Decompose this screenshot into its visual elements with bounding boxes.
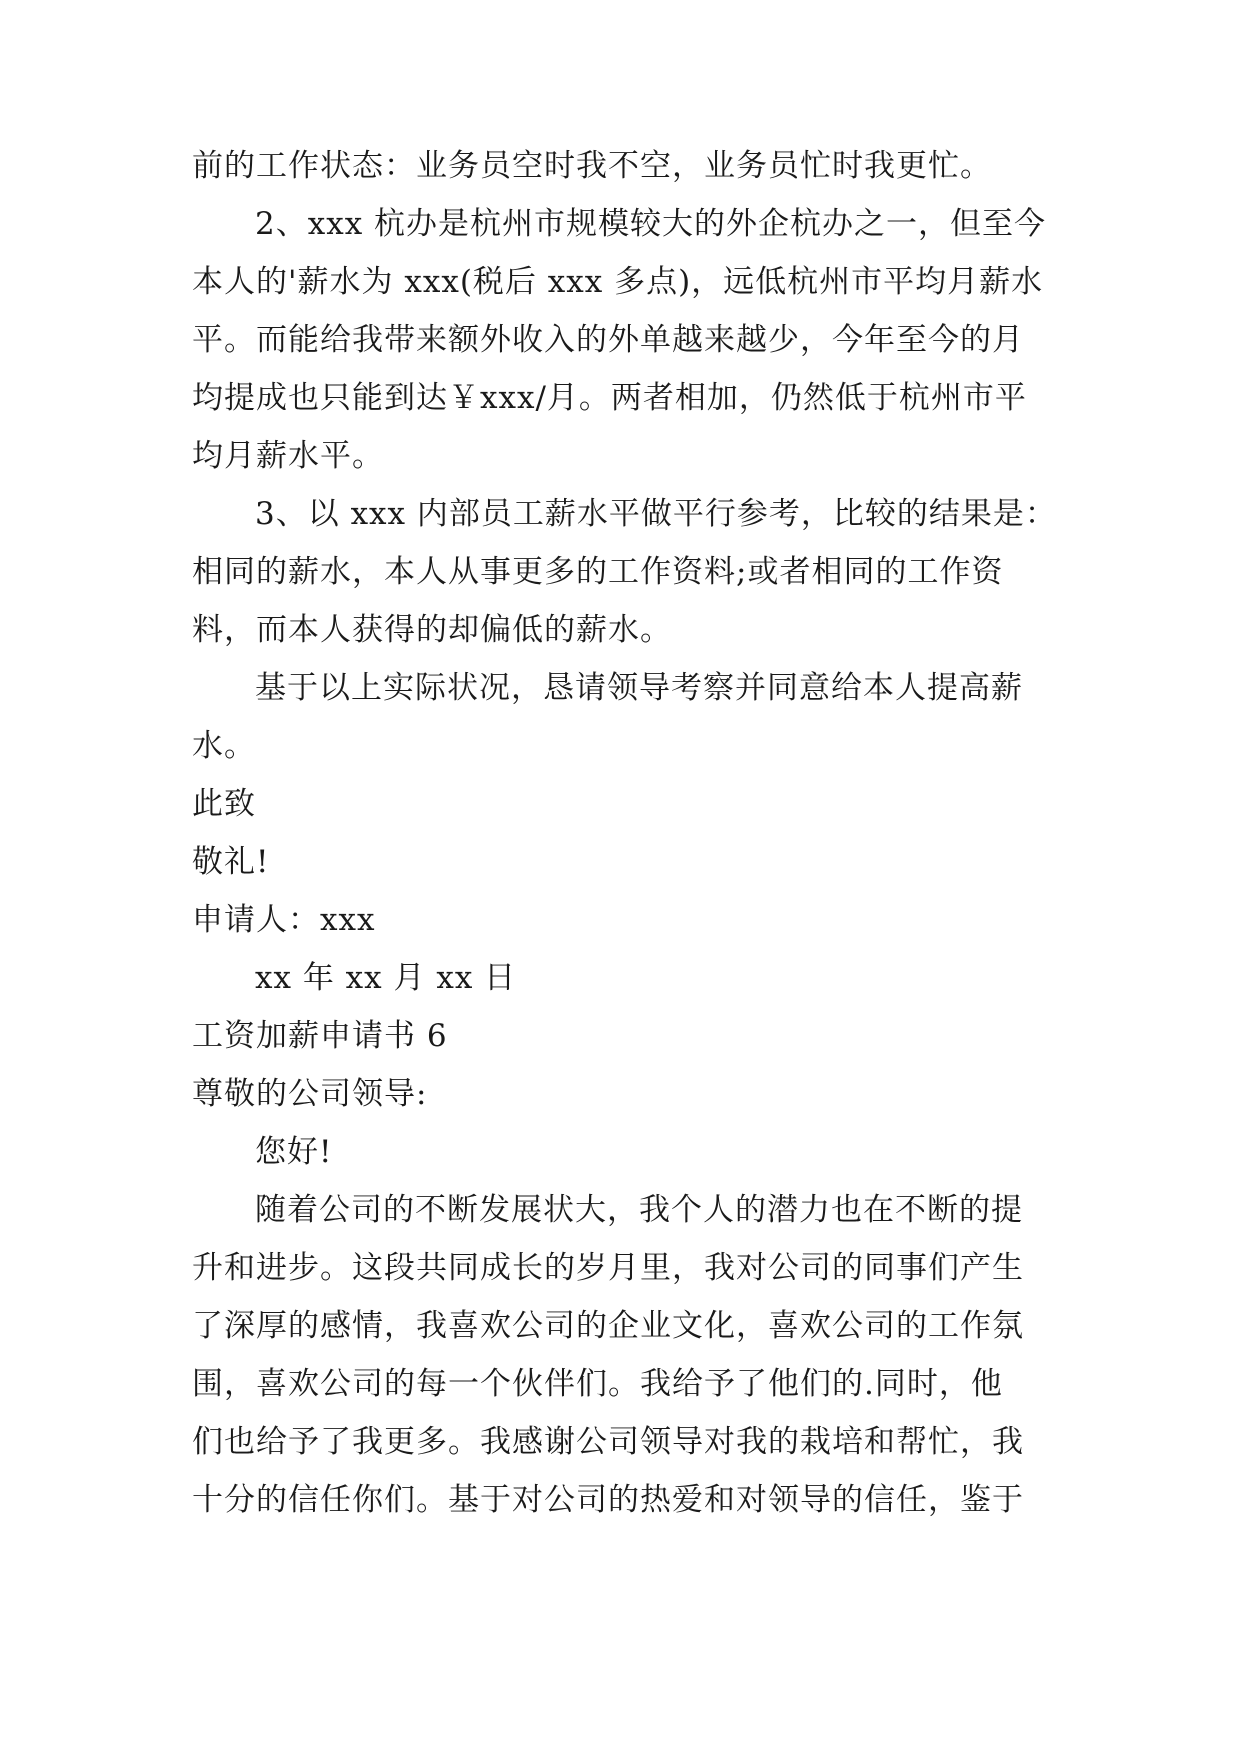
text-line: 升和进步。这段共同成长的岁月里，我对公司的同事们产生 [192,1250,1024,1286]
text-line: 了深厚的感情，我喜欢公司的企业文化，喜欢公司的工作氛 [192,1308,1024,1344]
applicant-line: 申请人：xxx [192,902,376,938]
closing-regards: 敬礼! [192,844,270,880]
text-line: 相同的薪水，本人从事更多的工作资料;或者相同的工作资 [192,554,1004,590]
greeting-recipient: 尊敬的公司领导: [192,1076,428,1112]
text-line: 围，喜欢公司的每一个伙伴们。我给予了他们的.同时，他 [192,1366,1003,1402]
text-line: 本人的'薪水为 xxx(税后 xxx 多点)，远低杭州市平均月薪水 [192,264,1044,300]
date-line: xx 年 xx 月 xx 日 [255,960,517,996]
text-line: 均月薪水平。 [192,438,384,474]
text-line: 均提成也只能到达￥xxx/月。两者相加，仍然低于杭州市平 [192,380,1027,416]
text-line: 前的工作状态：业务员空时我不空，业务员忙时我更忙。 [192,148,992,184]
text-line: 们也给予了我更多。我感谢公司领导对我的栽培和帮忙，我 [192,1424,1024,1460]
body-paragraph-line: 随着公司的不断发展状大，我个人的潜力也在不断的提 [255,1192,1023,1228]
greeting-hello: 您好! [255,1134,333,1170]
text-line: 水。 [192,728,256,764]
text-line: 平。而能给我带来额外收入的外单越来越少，今年至今的月 [192,322,1024,358]
paragraph-item-3-line: 3、以 xxx 内部员工薪水平做平行参考，比较的结果是： [255,496,1057,532]
text-line: 料，而本人获得的却偏低的薪水。 [192,612,672,648]
text-line: 十分的信任你们。基于对公司的热爱和对领导的信任，鉴于 [192,1482,1024,1518]
closing-salutation: 此致 [192,786,256,822]
section-title: 工资加薪申请书 6 [192,1018,448,1054]
request-paragraph-line: 基于以上实际状况，恳请领导考察并同意给本人提高薪 [255,670,1023,706]
paragraph-item-2-line: 2、xxx 杭办是杭州市规模较大的外企杭办之一，但至今 [255,206,1047,242]
